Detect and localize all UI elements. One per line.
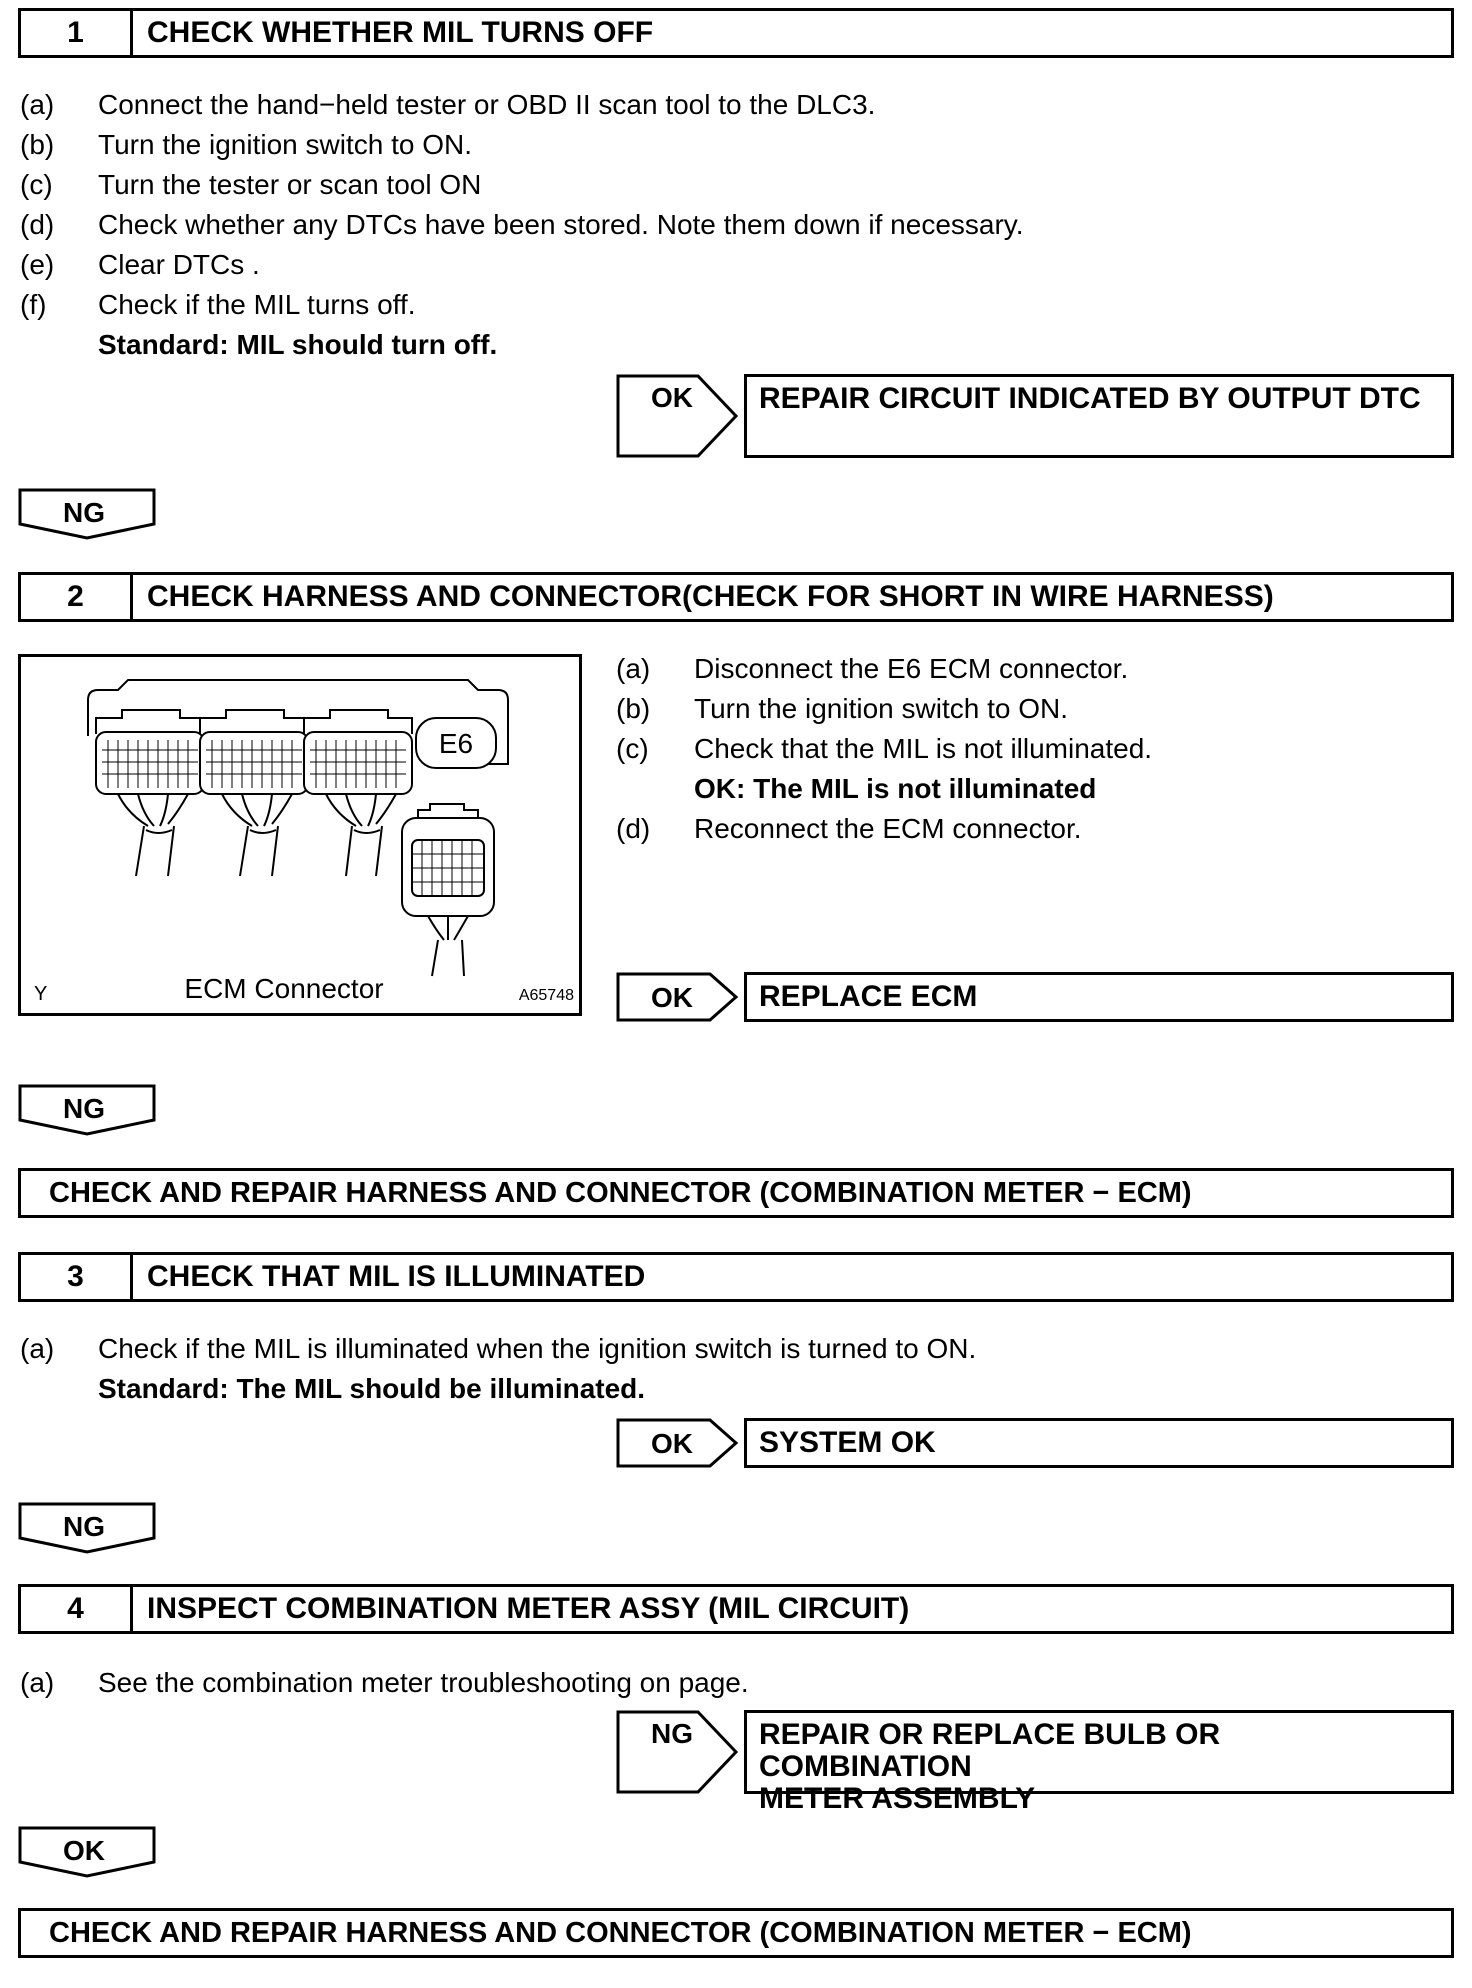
step1-item-label: (d) — [20, 209, 55, 240]
step2-ng-tab — [18, 1084, 158, 1136]
step2-ok-note: OK: The MIL is not illuminated — [694, 773, 1097, 804]
step1-item-text: Clear DTCs . — [98, 249, 260, 280]
step3-ok-arrow — [616, 1418, 740, 1468]
step1-result-text: REPAIR CIRCUIT INDICATED BY OUTPUT DTC — [759, 382, 1421, 415]
step1-item-label: (f) — [20, 289, 47, 320]
figure-corner-label: Y — [34, 983, 48, 1005]
step4-ok-label: OK — [63, 1835, 105, 1866]
step4-header — [18, 1584, 1454, 1634]
step3-ng-label: NG — [63, 1511, 105, 1542]
step1-ng-tab — [18, 488, 158, 540]
step2-ng-label: NG — [63, 1093, 105, 1124]
step4-ok-tab — [18, 1826, 158, 1878]
step4-final-action: CHECK AND REPAIR HARNESS AND CONNECTOR (COMBINATION METER − ECM) — [18, 1908, 1454, 1958]
step3-standard: Standard: The MIL should be illuminated. — [98, 1373, 646, 1404]
step1-item-label: (a) — [20, 89, 55, 120]
step1-result-box — [744, 374, 1454, 458]
step4-result-text-line1: REPAIR OR REPLACE BULB OR COMBINATION — [759, 1718, 1221, 1783]
step3-item-text: Check if the MIL is illuminated when the ignition switch is turned to ON. — [98, 1333, 977, 1364]
step1-item-text: Connect the hand−held tester or OBD II scan tool to the DLC3. — [98, 89, 876, 120]
step1-standard: Standard: MIL should turn off. — [98, 329, 498, 360]
step2-item-label: (d) — [616, 813, 651, 844]
step2-title: CHECK HARNESS AND CONNECTOR(CHECK FOR SHORT IN WIRE HARNESS) — [147, 580, 1274, 613]
figure-id: A65748 — [518, 987, 574, 1004]
step3-header — [18, 1252, 1454, 1302]
step2-item-label: (b) — [616, 693, 651, 724]
step1-item-label: (e) — [20, 249, 55, 280]
step1-item-label: (b) — [20, 129, 55, 160]
step4-number: 4 — [21, 1587, 133, 1631]
step4-item-label: (a) — [20, 1667, 55, 1698]
step1-item-text: Check whether any DTCs have been stored. Note them down if necessary. — [98, 209, 1024, 240]
step3-ok-label: OK — [651, 1428, 693, 1459]
step2-item-text: Disconnect the E6 ECM connector. — [694, 653, 1129, 684]
step3-result-box — [744, 1418, 1454, 1468]
step4-title: INSPECT COMBINATION METER ASSY (MIL CIRCUIT) — [147, 1592, 910, 1625]
step1-item-text: Check if the MIL turns off. — [98, 289, 416, 320]
step3-title: CHECK THAT MIL IS ILLUMINATED — [147, 1260, 646, 1293]
step4-item-text: See the combination meter troubleshooting on page. — [98, 1667, 749, 1698]
step1-ng-label: NG — [63, 497, 105, 528]
step4-result-text-line2: METER ASSEMBLY — [759, 1782, 1036, 1815]
step3-item-label: (a) — [20, 1333, 55, 1364]
e6-connector-tag: E6 — [438, 728, 474, 759]
step1-title: CHECK WHETHER MIL TURNS OFF — [147, 16, 654, 49]
step3-result-text: SYSTEM OK — [759, 1426, 936, 1459]
step2-item-text: Reconnect the ECM connector. — [694, 813, 1082, 844]
step4-result-box — [744, 1710, 1454, 1815]
step2-item-label: (c) — [616, 733, 649, 764]
figure-caption: ECM Connector — [184, 973, 384, 1004]
step2-final-action: CHECK AND REPAIR HARNESS AND CONNECTOR (COMBINATION METER − ECM) — [18, 1168, 1454, 1218]
step2-header — [18, 572, 1454, 622]
step4-ng-arrow — [616, 1710, 740, 1794]
step3-number: 3 — [21, 1255, 133, 1299]
step1-ok-label: OK — [651, 382, 693, 413]
step2-result-box — [744, 972, 1454, 1022]
step2-item-text: Check that the MIL is not illuminated. — [694, 733, 1153, 764]
ecm-connector-figure — [18, 654, 582, 1016]
step1-item-text: Turn the tester or scan tool ON — [98, 169, 482, 200]
step4-ng-label: NG — [651, 1718, 693, 1749]
step2-item-label: (a) — [616, 653, 651, 684]
step2-result-text: REPLACE ECM — [759, 980, 978, 1013]
step2-ok-arrow — [616, 972, 740, 1022]
step2-item-text: Turn the ignition switch to ON. — [694, 693, 1069, 724]
step2-number: 2 — [21, 575, 133, 619]
step3-ng-tab — [18, 1502, 158, 1554]
step1-item-label: (c) — [20, 169, 53, 200]
step1-item-text: Turn the ignition switch to ON. — [98, 129, 473, 160]
step1-header — [18, 8, 1454, 58]
step2-ok-label: OK — [651, 982, 693, 1013]
step1-number: 1 — [21, 11, 133, 55]
step1-ok-arrow — [616, 374, 740, 458]
